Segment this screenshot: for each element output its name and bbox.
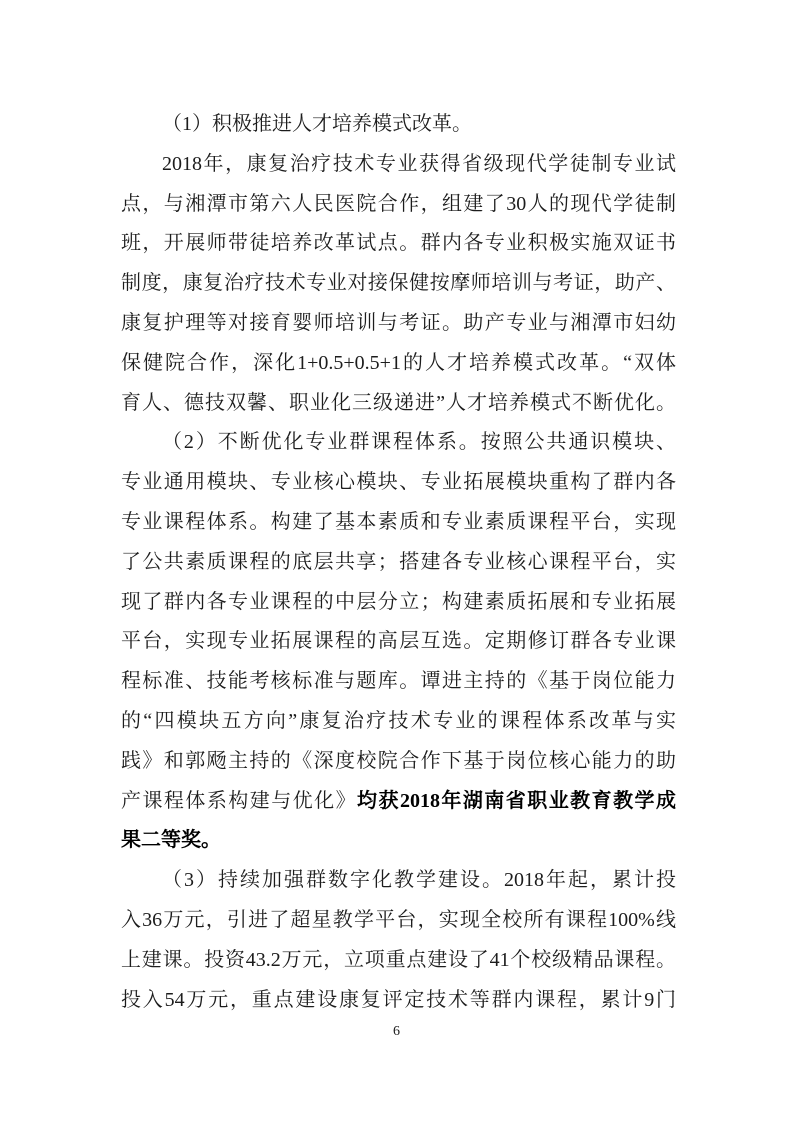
text-segment: 了公共素质课程的底层共享；搭建各专业核心课程平台，实 [121,550,676,573]
text-segment: （2）不断优化专业群课程体系。按照公共通识模块、 [162,431,676,454]
text-segment: 点，与湘潭市第六人民医院合作，组建了30人的现代学徒制 [121,192,676,215]
text-line [121,503,676,543]
text-segment: 康复护理等对接育婴师培训与考证。助产专业与湘潭市妇幼 [121,311,676,334]
text-segment: 投入54万元，重点建设康复评定技术等群内课程，累计9门 [121,988,676,1011]
page-number: 6 [393,1024,400,1039]
text-segment: 现了群内各专业课程的中层分立；构建素质拓展和专业拓展 [121,590,676,613]
text-line [121,423,676,463]
text-segment: 育人、德技双馨、职业化三级递进”人才培养模式不断优化。 [121,391,676,414]
text-line [121,185,676,225]
text-line [121,821,676,861]
text-segment: 上建课。投资43.2万元，立项重点建设了41个校级精品课程。 [121,948,676,971]
text-line [121,622,676,662]
bold-text-segment: 均获2018年湖南省职业教育教学成 [357,789,676,812]
text-segment: （3）持续加强群数字化教学建设。2018年起，累计投 [162,869,676,892]
text-segment: 程标准、技能考核标准与题库。谭进主持的《基于岗位能力 [121,670,676,693]
text-line [121,941,676,981]
bold-text-segment: 果二等奖。 [121,829,221,852]
text-line [121,463,676,503]
text-segment: 平台，实现专业拓展课程的高层互选。定期修订群各专业课 [121,630,676,653]
text-line [121,264,676,304]
text-segment: 的“四模块五方向”康复治疗技术专业的课程体系改革与实 [121,709,676,732]
text-line [121,224,676,264]
text-line [121,742,676,782]
text-segment: 2018年，康复治疗技术专业获得省级现代学徒制专业试 [162,152,676,175]
text-line [121,145,676,185]
text-line [121,861,676,901]
text-line [121,583,676,623]
text-line [121,782,676,822]
text-segment: 班，开展师带徒培养改革试点。群内各专业积极实施双证书 [121,232,676,255]
text-segment: （1）积极推进人才培养模式改革。 [162,113,472,135]
text-line [121,702,676,742]
text-line [121,105,676,145]
text-line [121,384,676,424]
text-line [121,344,676,384]
document-body [121,105,676,1020]
text-segment: 保健院合作，深化1+0.5+0.5+1的人才培养模式改革。“双体 [121,351,676,374]
text-line [121,543,676,583]
text-segment: 专业通用模块、专业核心模块、专业拓展模块重构了群内各 [121,471,676,494]
text-segment: 专业课程体系。构建了基本素质和专业素质课程平台，实现 [121,510,676,533]
text-line [121,662,676,702]
text-segment: 制度，康复治疗技术专业对接保健按摩师培训与考证，助产、 [121,272,676,295]
text-segment: 入36万元，引进了超星教学平台，实现全校所有课程100%线 [121,908,676,931]
text-line [121,981,676,1021]
text-line [121,901,676,941]
text-segment: 践》和郭飏主持的《深度校院合作下基于岗位核心能力的助 [121,749,676,772]
text-segment: 产课程体系构建与优化》 [121,789,358,812]
text-line [121,304,676,344]
